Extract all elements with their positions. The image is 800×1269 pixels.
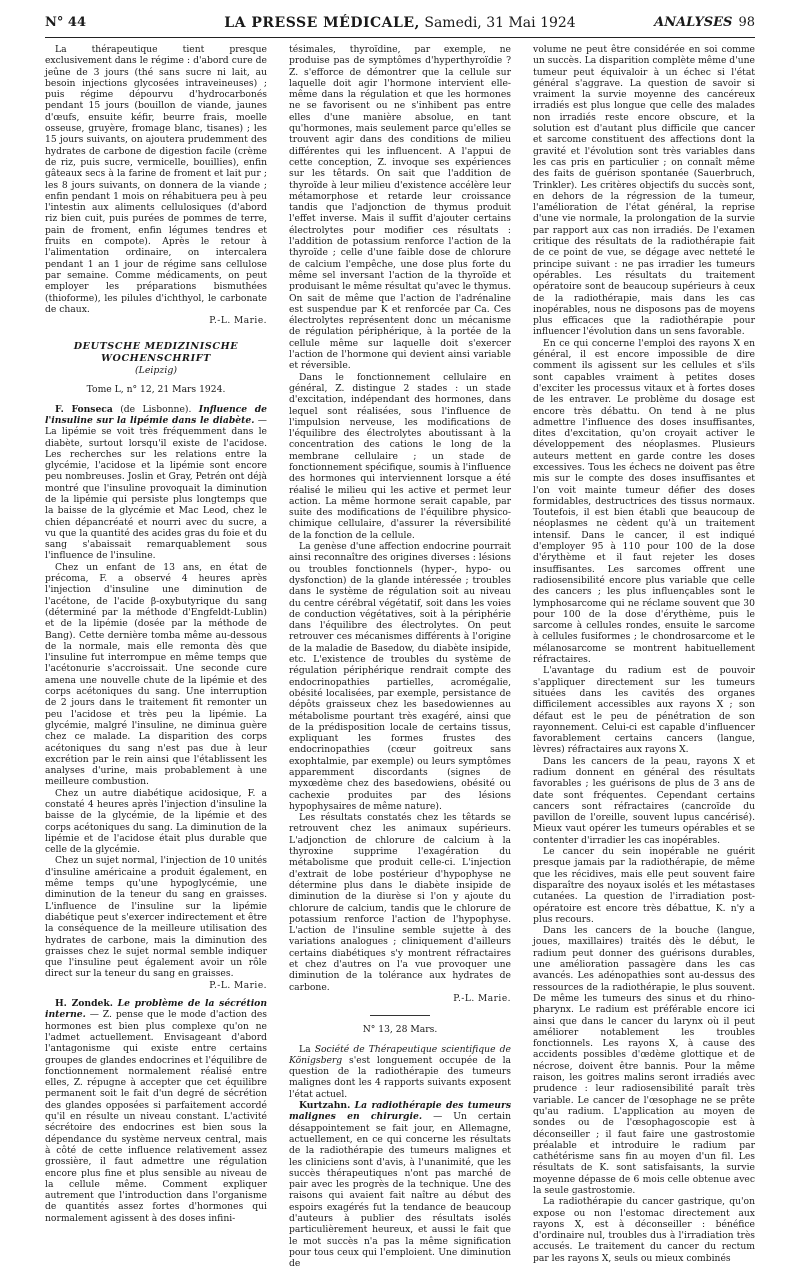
paragraph: Dans le fonctionnement cellulaire en général, Z. distingue 2 stades : un stade d'excitation, indépendant des hormones, dans lequel sont réalisées, sous l'influence de l'impulsion nerveuse, les modifications de l'équilibre des électrolytes aboutissant à la concentration des cations le long de la membrane cellulaire ; un stade de fonctionnement spécifique, soumis à l'influence des hormones qui interviennent lorsque a été réalisé le milieu qui les active et permet leur action. La même hormone serait capable, par suite des modifications de l'équilibre physico-chimique cellulaire, d'assurer la réversibilité de la fonction de la cellule. xyxy=(289,371,511,541)
article-kurtzahn xyxy=(289,1100,511,1269)
issue-line: N° 13, 28 Mars. xyxy=(362,1024,438,1036)
article-title: La radiothérapie des tumeurs malignes en chirurgie. xyxy=(289,1100,511,1123)
paragraph: Chez un enfant de 13 ans, en état de précoma, F. a observé 4 heures après l'injection d'insuline une diminution de l'acétone, de l'acide β-oxybutyrique du sang (déterminé par la méthode d'Engfeldt-Lublin) et de la lipémie (dosée par la méthode de Bang). Cette dernière tomba même au-dessous de la normale, mais elle remonta dès que l'insuline fut interrompue en même temps que l'acétonurie s'accroissait. Une seconde cure amena une nouvelle chute de la lipémie et des corps acétoniques du sang. Une interruption de 2 jours dans le traitement fit remonter un peu l'acidose et très peu la lipémie. La glycémie, malgré l'insuline, ne diminua guère chez ce malade. La disparition des corps acétoniques du sang n'est pas due à leur excrétion par le rein ainsi que l'établissent les analyses d'urine, mais probablement à une meilleure combustion. xyxy=(45,561,267,788)
article-text: — Z. pense que le mode d'action des hormones est bien plus complexe qu'on ne l'admet actuellement. Envisageant d'abord l'antagonisme qui existe entre certains groupes de glandes endocrines et l'équilibre de fonctionnement normalement réalisé entre elles, Z. répugne à accepter que cet équilibre permanent soit le fait d'un degré de sécrétion des glandes opposées si parfaitement accordé qu'il en résulte un niveau constant. L'activité sécrétoire des endocrines est bien sous la dépendance du système nerveux central, mais à côté de cette influence relativement assez grossière, il faut admettre une régulation encore plus fine et plus sensible au niveau de la cellule même. Comment expliquer autrement que l'introduction dans l'organisme de quantités assez fortes d'hormones qui normalement agissent à des doses infini- xyxy=(45,1009,267,1224)
article-zondek xyxy=(45,998,267,1224)
article-title: Le problème de la sécrétion interne. xyxy=(45,998,267,1021)
paragraph: Chez un autre diabétique acidosique, F. a constaté 4 heures après l'injection d'insuline la baisse de la glycémie, de la lipémie et des corps acétoniques du sang. La diminution de la lipémie et de l'acidose était plus durable que celle de la glycémie. xyxy=(45,787,267,856)
article-author: F. Fonseca xyxy=(55,403,113,415)
paragraph: La radiothérapie du cancer gastrique, qu'on expose ou non l'estomac directement aux rayons X, est à déconseiller : bénéfice d'ordinaire nul, troubles dus à l'irradiation très accusés. Le traitement du cancer du rectum par les rayons X, seuls ou mieux combinés xyxy=(533,1196,755,1264)
page-number: 98 xyxy=(738,15,755,30)
article-author: Kurtzahn. xyxy=(299,1100,351,1112)
section-label xyxy=(654,15,755,30)
paragraph: Le cancer du sein inopérable ne guérit presque jamais par la radiothérapie, de même que les récidives, mais elle peut souvent faire disparaître des noyaux isolés et les métastases cutanées. La question de l'irradiation post-opératoire est encore très débattue, K. n'y a plus recours. xyxy=(533,846,755,925)
publication-line xyxy=(45,15,755,31)
journal-name: DEUTSCHE MEDIZINISCHE WOCHENSCHRIFT xyxy=(73,341,239,364)
society-pre: La xyxy=(299,1043,315,1055)
paragraph: Chez un sujet normal, l'injection de 10 unités d'insuline américaine a produit également, en même temps qu'une hypoglycémie, une diminution de la teneur du sang en graisses. L'influence de l'insuline sur la lipémie diabétique peut s'exercer indirectement et être la conséquence de la meilleure utilisation des hydrates de carbone, mais la diminution des graisses chez le sujet normal semble indiquer que l'insuline peut également avoir un rôle direct sur la teneur du sang en graisses. xyxy=(45,855,267,980)
author-affiliation: (de Lisbonne). xyxy=(112,403,199,415)
issue-line: Tome L, n° 12, 21 Mars 1924. xyxy=(86,384,226,396)
paragraph: La genèse d'une affection endocrine pourrait ainsi reconnaître des origines diverses : lésions ou troubles fonctionnels (hyper-, hypo- ou dysfonction) de la glande intéressée ; troubles dans le système de régulation soit au niveau du centre cérébral végétatif, soit dans les voies de conduction végétatives, soit à la périphérie dans l'équilibre des électrolytes. On peut retrouver ces mécanismes différents à l'origine de la maladie de Basedow, du diabète insipide, etc. L'existence de troubles du système de régulation périphérique rendrait compte des endocrinopathies partielles, acromégalie, obésité localisées, par exemple, persistance de dépôts graisseux chez les basedowiennes au métabolisme pourtant très exagéré, ainsi que de la prédisposition locale de certains tissus, expliquant les formes frustes des endocrinopathies (cœur goitreux sans exophtalmie, par exemple) ou leurs symptômes apparemment discordants (signes de myxœdème chez des basedowiens, obésité ou cachexie produites par des lésions hypophysaires de même nature). xyxy=(289,541,511,812)
article-fonseca xyxy=(45,404,267,562)
paragraph: Dans les cancers de la bouche (langue, joues, maxillaires) traités dès le début, le radium peut donner des guérisons durables, une amélioration passagère dans les cas avancés. Les adénopathies sont au-dessus des ressources de la radiothérapie, le plus souvent. De même les tumeurs des sinus et du rhino-pharynx. Le radium est préférable encore ici ainsi que dans le cancer du larynx où il peut améliorer notablement les troubles fonctionnels. Les rayons X, à cause des accidents possibles d'œdème glottique et de nécrose, doivent être bannis. Pour la même raison, les goitres malins seront irradiés avec prudence : leur radiosensibilité paraît très variable. Le cancer de l'œsophage ne se prête qu'au radium. L'application au moyen de sondes ou de l'œsophagoscopie est à déconseiller ; il faut faire une gastrostomie préalable et introduire le radium par cathétérisme sans fin au moyen d'un fil. Les résultats de K. sont satisfaisants, la survie moyenne dépasse de 6 mois celle obtenue avec la seule gastrostomie. xyxy=(533,925,755,1196)
column-1 xyxy=(45,44,268,1224)
section-name: ANALYSES xyxy=(654,15,733,30)
article-title: Influence de l'insuline sur la lipémie dans le diabète. xyxy=(45,403,268,426)
signature: P.-L. Marie. xyxy=(453,993,511,1004)
paragraph: La thérapeutique tient presque exclusivement dans le régime : d'abord cure de jeûne de 3 jours (thé sans sucre ni lait, au besoin injections glycosées intraveineuses) ; puis régime dépourvu d'hydrocarbonés pendant 15 jours (bouillon de viande, jaunes d'œufs, ensuite kéfir, beurre frais, moelle osseuse, gruyère, fromage blanc, tisanes) ; les 15 jours suivants, on ajoutera prudemment des hydrates de carbone de digestion facile (crème de riz, puis sucre, vermicelle, bouillies), enfin gâteaux secs à la farine de froment et lait pur ; les 8 jours suivants, on donnera de la viande ; enfin pendant 1 mois on réhabituera peu à peu l'intestin aux aliments cellulosiques (d'abord riz bien cuit, puis purées de pommes de terre, pain de froment, enfin légumes tendres et fruits en compote). Après le retour à l'alimentation ordinaire, on intercalera pendant 1 an 1 jour de régime sans cellulose par semaine. Comme médicaments, on peut employer les préparations bismuthées (thioforme), les pilules d'ichthyol, le carbonate de chaux. xyxy=(45,44,267,315)
signature: P.-L. Marie. xyxy=(209,316,267,327)
section-divider xyxy=(370,1015,430,1016)
article-text: — La lipémie se voit très fréquemment dans le diabète, surtout lorsqu'il existe de l'acidose. Les recherches sur les relations entre la glycémie, l'acidose et la lipémie sont encore peu nombreuses. Joslin et Gray, Petrén ont déjà montré que l'insuline provoquait la diminution de la lipémie qui persiste plus longtemps que la baisse de la glycémie et Mac Leod, chez le chien dépancréaté et nourri avec du sucre, a vu que la quantité des acides gras du foie et du sang s'abaissait remarquablement sous l'influence de l'insuline. xyxy=(45,414,267,562)
paragraph: L'avantage du radium est de pouvoir s'appliquer directement sur les tumeurs situées dans les cavités des organes difficilement accessibles aux rayons X ; son défaut est le peu de pénétration de son rayonnement. Celui-ci est capable d'influencer favorablement certains cancers (langue, lèvres) réfractaires aux rayons X. xyxy=(533,665,755,756)
issue-date: Samedi, 31 Mai 1924 xyxy=(424,15,576,31)
society-name: Société de Thérapeutique scientifique de Königsberg xyxy=(289,1043,511,1066)
paragraph: Les résultats constatés chez les têtards se retrouvent chez les animaux supérieurs. L'adjonction de chlorure de calcium à la thyroxine supprime l'exagération du métabolisme que produit celle-ci. L'injection d'extrait de lobe postérieur d'hypophyse ne détermine plus dans le diabète insipide de diminution de la diurèse si l'on y ajoute du chlorure de calcium, tandis que le chlorure de potassium renforce l'action de l'hypophyse. L'action de l'insuline semble sujette à des variations analogues ; cliniquement d'ailleurs certains diabétiques s'y montrent réfractaires et chez d'autres on l'a vue provoquer une diminution de la tolérance aux hydrates de carbone. xyxy=(289,812,511,993)
column-3 xyxy=(533,44,755,1264)
society-intro xyxy=(289,1044,511,1100)
publication-title: LA PRESSE MÉDICALE, xyxy=(224,15,420,31)
column-2 xyxy=(289,44,511,1269)
article-author: H. Zondek. xyxy=(55,998,113,1010)
paragraph: tésimales, thyroïdine, par exemple, ne produise pas de symptômes d'hyperthyroïdie ? Z. s'efforce de démontrer que la cellule sur laquelle doit agir l'hormone intervient elle-même dans la régulation et que les hormones ne se favorisent ou ne s'inhibent pas entre elles d'une manière absolue, en tant qu'hormones, mais seulement parce qu'elles se trouvent agir dans des conditions de milieu différentes qui les influencent. A l'appui de cette conception, Z. invoque ses expériences sur les têtards. On sait que l'addition de thyroïde à leur milieu d'existence accélère leur métamorphose et retarde leur croissance tandis que l'adjonction de thymus produit l'effet inverse. Mais il suffit d'ajouter certains électrolytes pour modifier ces résultats : l'addition de potassium renforce l'action de la thyroïde ; celle d'une faible dose de chlorure de calcium l'empêche, une dose plus forte du même sel inversant l'action de la thyroïde et produisant le même résultat qu'avec le thymus. On sait de même que l'action de l'adrénaline est suspendue par K et renforcée par Ca. Ces électrolytes représentent donc un mécanisme de régulation périphérique, à la portée de la cellule même sur laquelle doit s'exercer l'action de l'hormone qui devient ainsi variable et réversible. xyxy=(289,44,511,372)
article-text: — Un certain désappointement se fait jour, en Allemagne, actuellement, en ce qui concerne les résultats de la radiothérapie des tumeurs malignes et les cliniciens sont d'avis, à l'unanimité, que les succès thérapeutiques n'ont pas marché de pair avec les progrès de la technique. Une des raisons qui avaient fait naître au début des espoirs exagérés fut la tendance de beaucoup d'auteurs à publier des résultats isolés particulièrement heureux, et aussi le fait que le mot succès n'a pas la même signification pour tous ceux qui l'emploient. Une diminution de xyxy=(289,1111,511,1269)
paragraph: Dans les cancers de la peau, rayons X et radium donnent en général des résultats favorables ; les guérisons de plus de 3 ans de date sont fréquentes. Cependant certains cancers sont réfractaires (cancroïde du pavillon de l'oreille, souvent lupus cancérisé). Mieux vaut opérer les tumeurs opérables et se contenter d'irradier les cas inopérables. xyxy=(533,755,755,846)
signature: P.-L. Marie. xyxy=(209,980,267,991)
page-label: N° 44 xyxy=(45,15,86,30)
paragraph: volume ne peut être considérée en soi comme un succès. La disparition complète même d'une tumeur peut équivaloir à un échec si l'état général s'aggrave. La question de savoir si vraiment la survie moyenne des cancéreux irradiés est plus longue que celle des malades non irradiés reste encore obscure, et la solution est d'autant plus difficile que cancer et sarcome constituent des affections dont la gravité et l'évolution sont très variables dans les cas pris en particulier ; on connaît même des faits de guérison spontanée (Sauerbruch, Trinkler). Les critères objectifs du succès sont, en dehors de la régression de la tumeur, l'amélioration de l'état général, la reprise d'une vie normale, la prolongation de la survie par rapport aux cas non irradiés. De l'examen critique des résultats de la radiothérapie fait de ce point de vue, se dégage avec netteté le principe suivant : ne pas irradier les tumeurs opérables. Les résultats du traitement opératoire sont de beaucoup supérieurs à ceux de la radiothérapie, mais dans les cas inopérables, nous ne disposons pas de moyens plus efficaces que la radiothérapie pour influencer l'évolution dans un sens favorable. xyxy=(533,44,755,338)
society-text: s'est longuement occupée de la question de la radiothérapie des tumeurs malignes dont les 4 rapports suivants exposent l'état actuel. xyxy=(289,1054,511,1100)
journal-city: (Leipzig) xyxy=(134,365,178,377)
running-header xyxy=(45,13,755,38)
paragraph: En ce qui concerne l'emploi des rayons X en général, il est encore impossible de dire comment ils agissent sur les cellules et s'ils sont capables vraiment à petites doses d'exciter les processus vitaux et à fortes doses de les entraver. Le problème du dosage est encore très débattu. On tend à ne plus admettre l'influence des doses insuffisantes, dites d'excitation, qu'on croyait activer le développement des néoplasmes. Plusieurs auteurs mettent en garde contre les doses excessives. Tous les échecs ne doivent pas être mis sur le compte des doses insuffisantes et l'on voit mainte tumeur défier des doses formidables, destructrices des tissus normaux. Toutefois, il est bien établi que beaucoup de néoplasmes ne cèdent qu'à un traitement intensif. Dans le cancer, il est indiqué d'employer 95 à 110 pour 100 de la dose d'érythème et il faut rejeter les doses insuffisantes. Les sarcomes offrent une radiosensibilité encore plus variable que celle des cancers ; les plus influençables sont le lymphosarcome qui ne réclame souvent que 30 pour 100 de la dose d'érythème, puis le sarcome à cellules rondes, ensuite le sarcome à cellules fusiformes ; le chondrosarcome et le mélanosarcome se montrent habituellement réfractaires. xyxy=(533,337,755,666)
